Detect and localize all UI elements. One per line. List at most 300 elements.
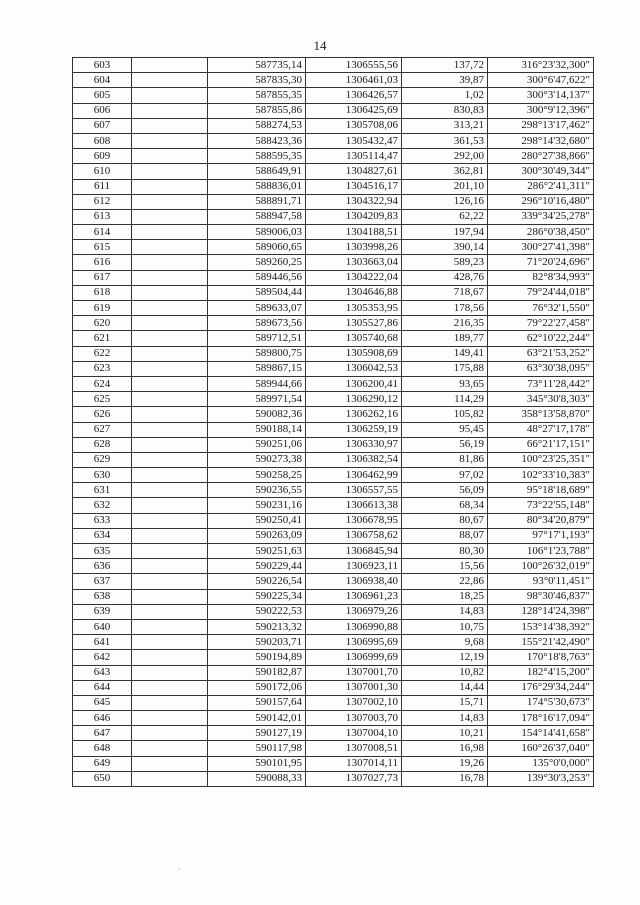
bearing-cell: 286°0'38,450"	[488, 225, 594, 240]
length-cell: 390,14	[402, 240, 488, 255]
length-cell: 16,78	[402, 771, 488, 786]
bearing-cell: 66°21'17,151"	[488, 437, 594, 452]
length-cell: 93,65	[402, 376, 488, 391]
length-cell: 88,07	[402, 528, 488, 543]
point-number-cell: 644	[73, 680, 132, 695]
point-number-cell: 648	[73, 741, 132, 756]
point-number-cell: 603	[73, 58, 132, 73]
coordinates-table-body	[73, 58, 594, 787]
point-number-cell: 607	[73, 118, 132, 133]
bearing-cell: 176°29'34,244"	[488, 680, 594, 695]
x-coordinate-cell: 589800,75	[208, 346, 306, 361]
y-coordinate-cell: 1306845,94	[306, 544, 402, 559]
bearing-cell: 73°22'55,148"	[488, 498, 594, 513]
length-cell: 22,86	[402, 574, 488, 589]
x-coordinate-cell: 590213,32	[208, 619, 306, 634]
blank-cell	[132, 468, 208, 483]
blank-cell	[132, 711, 208, 726]
bearing-cell: 345°30'8,303"	[488, 392, 594, 407]
bearing-cell: 300°6'47,622"	[488, 73, 594, 88]
table-row	[73, 635, 594, 650]
y-coordinate-cell: 1304516,17	[306, 179, 402, 194]
table-row	[73, 619, 594, 634]
bearing-cell: 300°30'49,344"	[488, 164, 594, 179]
point-number-cell: 605	[73, 88, 132, 103]
y-coordinate-cell: 1306259,19	[306, 422, 402, 437]
table-row	[73, 58, 594, 73]
table-row	[73, 346, 594, 361]
table-row	[73, 513, 594, 528]
point-number-cell: 606	[73, 103, 132, 118]
x-coordinate-cell: 588595,35	[208, 149, 306, 164]
y-coordinate-cell: 1307001,70	[306, 665, 402, 680]
blank-cell	[132, 528, 208, 543]
x-coordinate-cell: 589060,65	[208, 240, 306, 255]
point-number-cell: 616	[73, 255, 132, 270]
point-number-cell: 624	[73, 376, 132, 391]
bearing-cell: 135°0'0,000"	[488, 756, 594, 771]
length-cell: 95,45	[402, 422, 488, 437]
y-coordinate-cell: 1304322,94	[306, 194, 402, 209]
y-coordinate-cell: 1304827,61	[306, 164, 402, 179]
y-coordinate-cell: 1306290,12	[306, 392, 402, 407]
x-coordinate-cell: 588274,53	[208, 118, 306, 133]
table-row	[73, 468, 594, 483]
blank-cell	[132, 164, 208, 179]
x-coordinate-cell: 590263,09	[208, 528, 306, 543]
point-number-cell: 614	[73, 225, 132, 240]
bearing-cell: 79°24'44,018"	[488, 285, 594, 300]
point-number-cell: 647	[73, 726, 132, 741]
length-cell: 97,02	[402, 468, 488, 483]
bearing-cell: 63°21'53,252"	[488, 346, 594, 361]
table-row	[73, 574, 594, 589]
x-coordinate-cell: 587735,14	[208, 58, 306, 73]
y-coordinate-cell: 1306200,41	[306, 376, 402, 391]
length-cell: 149,41	[402, 346, 488, 361]
bearing-cell: 160°26'37,040"	[488, 741, 594, 756]
length-cell: 189,77	[402, 331, 488, 346]
table-row	[73, 665, 594, 680]
table-row	[73, 225, 594, 240]
point-number-cell: 631	[73, 483, 132, 498]
length-cell: 216,35	[402, 316, 488, 331]
y-coordinate-cell: 1306995,69	[306, 635, 402, 650]
x-coordinate-cell: 589712,51	[208, 331, 306, 346]
length-cell: 56,19	[402, 437, 488, 452]
x-coordinate-cell: 588423,36	[208, 133, 306, 148]
blank-cell	[132, 604, 208, 619]
blank-cell	[132, 726, 208, 741]
bearing-cell: 62°10'22,244"	[488, 331, 594, 346]
table-row	[73, 741, 594, 756]
length-cell: 105,82	[402, 407, 488, 422]
length-cell: 19,26	[402, 756, 488, 771]
blank-cell	[132, 635, 208, 650]
blank-cell	[132, 589, 208, 604]
y-coordinate-cell: 1305740,68	[306, 331, 402, 346]
blank-cell	[132, 695, 208, 710]
bearing-cell: 80°34'20,879"	[488, 513, 594, 528]
x-coordinate-cell: 590229,44	[208, 559, 306, 574]
blank-cell	[132, 741, 208, 756]
y-coordinate-cell: 1306979,26	[306, 604, 402, 619]
x-coordinate-cell: 590203,71	[208, 635, 306, 650]
length-cell: 313,21	[402, 118, 488, 133]
x-coordinate-cell: 590236,55	[208, 483, 306, 498]
point-number-cell: 649	[73, 756, 132, 771]
y-coordinate-cell: 1306425,69	[306, 103, 402, 118]
y-coordinate-cell: 1304222,04	[306, 270, 402, 285]
x-coordinate-cell: 589006,03	[208, 225, 306, 240]
length-cell: 9,68	[402, 635, 488, 650]
x-coordinate-cell: 590194,89	[208, 650, 306, 665]
point-number-cell: 609	[73, 149, 132, 164]
y-coordinate-cell: 1304209,83	[306, 209, 402, 224]
length-cell: 292,00	[402, 149, 488, 164]
bearing-cell: 102°33'10,383"	[488, 468, 594, 483]
point-number-cell: 620	[73, 316, 132, 331]
blank-cell	[132, 498, 208, 513]
length-cell: 10,82	[402, 665, 488, 680]
point-number-cell: 613	[73, 209, 132, 224]
bearing-cell: 73°11'28,442"	[488, 376, 594, 391]
blank-cell	[132, 422, 208, 437]
point-number-cell: 629	[73, 452, 132, 467]
point-number-cell: 635	[73, 544, 132, 559]
length-cell: 80,67	[402, 513, 488, 528]
bearing-cell: 98°30'46,837"	[488, 589, 594, 604]
blank-cell	[132, 544, 208, 559]
bearing-cell: 298°14'32,680"	[488, 133, 594, 148]
x-coordinate-cell: 590082,36	[208, 407, 306, 422]
x-coordinate-cell: 590127,19	[208, 726, 306, 741]
blank-cell	[132, 574, 208, 589]
bearing-cell: 153°14'38,392"	[488, 619, 594, 634]
x-coordinate-cell: 590226,54	[208, 574, 306, 589]
bearing-cell: 358°13'58,870"	[488, 407, 594, 422]
table-row	[73, 316, 594, 331]
point-number-cell: 611	[73, 179, 132, 194]
y-coordinate-cell: 1306555,56	[306, 58, 402, 73]
table-row	[73, 361, 594, 376]
y-coordinate-cell: 1306938,40	[306, 574, 402, 589]
table-row	[73, 680, 594, 695]
blank-cell	[132, 483, 208, 498]
table-row	[73, 695, 594, 710]
blank-cell	[132, 559, 208, 574]
blank-cell	[132, 619, 208, 634]
bearing-cell: 300°9'12,396"	[488, 103, 594, 118]
length-cell: 114,29	[402, 392, 488, 407]
table-row	[73, 255, 594, 270]
length-cell: 14,83	[402, 711, 488, 726]
table-row	[73, 118, 594, 133]
bearing-cell: 170°18'8,763"	[488, 650, 594, 665]
table-row	[73, 164, 594, 179]
y-coordinate-cell: 1306426,57	[306, 88, 402, 103]
blank-cell	[132, 118, 208, 133]
bearing-cell: 300°3'14,137"	[488, 88, 594, 103]
y-coordinate-cell: 1305114,47	[306, 149, 402, 164]
point-number-cell: 642	[73, 650, 132, 665]
blank-cell	[132, 225, 208, 240]
blank-cell	[132, 316, 208, 331]
length-cell: 718,67	[402, 285, 488, 300]
length-cell: 15,56	[402, 559, 488, 574]
point-number-cell: 646	[73, 711, 132, 726]
blank-cell	[132, 240, 208, 255]
point-number-cell: 650	[73, 771, 132, 786]
point-number-cell: 619	[73, 301, 132, 316]
y-coordinate-cell: 1305432,47	[306, 133, 402, 148]
blank-cell	[132, 392, 208, 407]
blank-cell	[132, 452, 208, 467]
y-coordinate-cell: 1303663,04	[306, 255, 402, 270]
length-cell: 175,88	[402, 361, 488, 376]
y-coordinate-cell: 1306557,55	[306, 483, 402, 498]
y-coordinate-cell: 1306461,03	[306, 73, 402, 88]
x-coordinate-cell: 590172,06	[208, 680, 306, 695]
bearing-cell: 154°14'41,658"	[488, 726, 594, 741]
table-row	[73, 483, 594, 498]
point-number-cell: 637	[73, 574, 132, 589]
blank-cell	[132, 361, 208, 376]
length-cell: 197,94	[402, 225, 488, 240]
y-coordinate-cell: 1305708,06	[306, 118, 402, 133]
y-coordinate-cell: 1306678,95	[306, 513, 402, 528]
y-coordinate-cell: 1306382,54	[306, 452, 402, 467]
x-coordinate-cell: 587835,30	[208, 73, 306, 88]
bearing-cell: 106°1'23,788"	[488, 544, 594, 559]
blank-cell	[132, 346, 208, 361]
table-row	[73, 650, 594, 665]
length-cell: 14,44	[402, 680, 488, 695]
y-coordinate-cell: 1304188,51	[306, 225, 402, 240]
y-coordinate-cell: 1306042,53	[306, 361, 402, 376]
bearing-cell: 97°17'1,193"	[488, 528, 594, 543]
table-row	[73, 331, 594, 346]
y-coordinate-cell: 1305527,86	[306, 316, 402, 331]
y-coordinate-cell: 1306923,11	[306, 559, 402, 574]
table-row	[73, 437, 594, 452]
y-coordinate-cell: 1307008,51	[306, 741, 402, 756]
length-cell: 14,83	[402, 604, 488, 619]
table-row	[73, 301, 594, 316]
x-coordinate-cell: 590258,25	[208, 468, 306, 483]
y-coordinate-cell: 1307001,30	[306, 680, 402, 695]
table-row	[73, 756, 594, 771]
length-cell: 15,71	[402, 695, 488, 710]
bearing-cell: 48°27'17,178"	[488, 422, 594, 437]
blank-cell	[132, 194, 208, 209]
x-coordinate-cell: 590182,87	[208, 665, 306, 680]
bearing-cell: 178°16'17,094"	[488, 711, 594, 726]
blank-cell	[132, 103, 208, 118]
y-coordinate-cell: 1304646,88	[306, 285, 402, 300]
x-coordinate-cell: 590101,95	[208, 756, 306, 771]
table-row	[73, 209, 594, 224]
y-coordinate-cell: 1303998,26	[306, 240, 402, 255]
bearing-cell: 76°32'1,550"	[488, 301, 594, 316]
bearing-cell: 286°2'41,311"	[488, 179, 594, 194]
bearing-cell: 296°10'16,480"	[488, 194, 594, 209]
point-number-cell: 612	[73, 194, 132, 209]
table-row	[73, 103, 594, 118]
length-cell: 589,23	[402, 255, 488, 270]
blank-cell	[132, 331, 208, 346]
table-row	[73, 559, 594, 574]
table-row	[73, 285, 594, 300]
x-coordinate-cell: 588836,01	[208, 179, 306, 194]
point-number-cell: 630	[73, 468, 132, 483]
x-coordinate-cell: 590142,01	[208, 711, 306, 726]
bearing-cell: 174°5'30,673"	[488, 695, 594, 710]
table-row	[73, 149, 594, 164]
blank-cell	[132, 255, 208, 270]
length-cell: 10,75	[402, 619, 488, 634]
x-coordinate-cell: 587855,86	[208, 103, 306, 118]
x-coordinate-cell: 589504,44	[208, 285, 306, 300]
bearing-cell: 155°21'42,490"	[488, 635, 594, 650]
length-cell: 201,10	[402, 179, 488, 194]
length-cell: 178,56	[402, 301, 488, 316]
table-row	[73, 711, 594, 726]
point-number-cell: 610	[73, 164, 132, 179]
x-coordinate-cell: 590222,53	[208, 604, 306, 619]
coordinates-table	[72, 57, 594, 787]
y-coordinate-cell: 1307014,11	[306, 756, 402, 771]
bearing-cell: 182°4'15,200"	[488, 665, 594, 680]
x-coordinate-cell: 589971,54	[208, 392, 306, 407]
length-cell: 16,98	[402, 741, 488, 756]
blank-cell	[132, 650, 208, 665]
x-coordinate-cell: 589633,07	[208, 301, 306, 316]
bearing-cell: 100°23'25,351"	[488, 452, 594, 467]
blank-cell	[132, 285, 208, 300]
length-cell: 12,19	[402, 650, 488, 665]
table-row	[73, 771, 594, 786]
length-cell: 81,86	[402, 452, 488, 467]
point-number-cell: 634	[73, 528, 132, 543]
y-coordinate-cell: 1305908,69	[306, 346, 402, 361]
table-row	[73, 528, 594, 543]
bearing-cell: 93°0'11,451"	[488, 574, 594, 589]
point-number-cell: 615	[73, 240, 132, 255]
length-cell: 39,87	[402, 73, 488, 88]
point-number-cell: 633	[73, 513, 132, 528]
table-row	[73, 544, 594, 559]
table-row	[73, 422, 594, 437]
x-coordinate-cell: 588891,71	[208, 194, 306, 209]
point-number-cell: 632	[73, 498, 132, 513]
table-row	[73, 88, 594, 103]
point-number-cell: 627	[73, 422, 132, 437]
blank-cell	[132, 771, 208, 786]
y-coordinate-cell: 1307027,73	[306, 771, 402, 786]
blank-cell	[132, 88, 208, 103]
point-number-cell: 608	[73, 133, 132, 148]
bearing-cell: 339°34'25,278"	[488, 209, 594, 224]
x-coordinate-cell: 590188,14	[208, 422, 306, 437]
table-row	[73, 376, 594, 391]
blank-cell	[132, 209, 208, 224]
table-row	[73, 589, 594, 604]
point-number-cell: 636	[73, 559, 132, 574]
page-number: 14	[313, 38, 327, 53]
blank-cell	[132, 270, 208, 285]
point-number-cell: 639	[73, 604, 132, 619]
blank-cell	[132, 437, 208, 452]
y-coordinate-cell: 1305353,95	[306, 301, 402, 316]
blank-cell	[132, 133, 208, 148]
y-coordinate-cell: 1306262,16	[306, 407, 402, 422]
length-cell: 362,81	[402, 164, 488, 179]
blank-cell	[132, 665, 208, 680]
table-row	[73, 179, 594, 194]
table-row	[73, 133, 594, 148]
y-coordinate-cell: 1307004,10	[306, 726, 402, 741]
length-cell: 10,21	[402, 726, 488, 741]
bearing-cell: 63°30'38,095"	[488, 361, 594, 376]
bearing-cell: 139°30'3,253"	[488, 771, 594, 786]
x-coordinate-cell: 589260,25	[208, 255, 306, 270]
length-cell: 1,02	[402, 88, 488, 103]
y-coordinate-cell: 1306990,88	[306, 619, 402, 634]
x-coordinate-cell: 590117,98	[208, 741, 306, 756]
length-cell: 56,09	[402, 483, 488, 498]
point-number-cell: 643	[73, 665, 132, 680]
y-coordinate-cell: 1306330,97	[306, 437, 402, 452]
x-coordinate-cell: 589673,56	[208, 316, 306, 331]
point-number-cell: 618	[73, 285, 132, 300]
table-row	[73, 407, 594, 422]
length-cell: 80,30	[402, 544, 488, 559]
point-number-cell: 638	[73, 589, 132, 604]
point-number-cell: 640	[73, 619, 132, 634]
y-coordinate-cell: 1306758,62	[306, 528, 402, 543]
point-number-cell: 626	[73, 407, 132, 422]
table-row	[73, 498, 594, 513]
y-coordinate-cell: 1307003,70	[306, 711, 402, 726]
x-coordinate-cell: 589446,56	[208, 270, 306, 285]
bearing-cell: 100°26'32,019"	[488, 559, 594, 574]
scan-speck	[178, 868, 180, 870]
bearing-cell: 300°27'41,398"	[488, 240, 594, 255]
table-row	[73, 392, 594, 407]
point-number-cell: 617	[73, 270, 132, 285]
x-coordinate-cell: 590225,34	[208, 589, 306, 604]
y-coordinate-cell: 1306462,99	[306, 468, 402, 483]
blank-cell	[132, 513, 208, 528]
x-coordinate-cell: 589867,15	[208, 361, 306, 376]
point-number-cell: 641	[73, 635, 132, 650]
point-number-cell: 604	[73, 73, 132, 88]
x-coordinate-cell: 589944,66	[208, 376, 306, 391]
blank-cell	[132, 179, 208, 194]
length-cell: 830,83	[402, 103, 488, 118]
bearing-cell: 316°23'32,300"	[488, 58, 594, 73]
blank-cell	[132, 756, 208, 771]
y-coordinate-cell: 1306613,38	[306, 498, 402, 513]
point-number-cell: 628	[73, 437, 132, 452]
table-row	[73, 726, 594, 741]
table-row	[73, 452, 594, 467]
x-coordinate-cell: 590251,06	[208, 437, 306, 452]
x-coordinate-cell: 590157,64	[208, 695, 306, 710]
bearing-cell: 95°18'18,689"	[488, 483, 594, 498]
blank-cell	[132, 680, 208, 695]
